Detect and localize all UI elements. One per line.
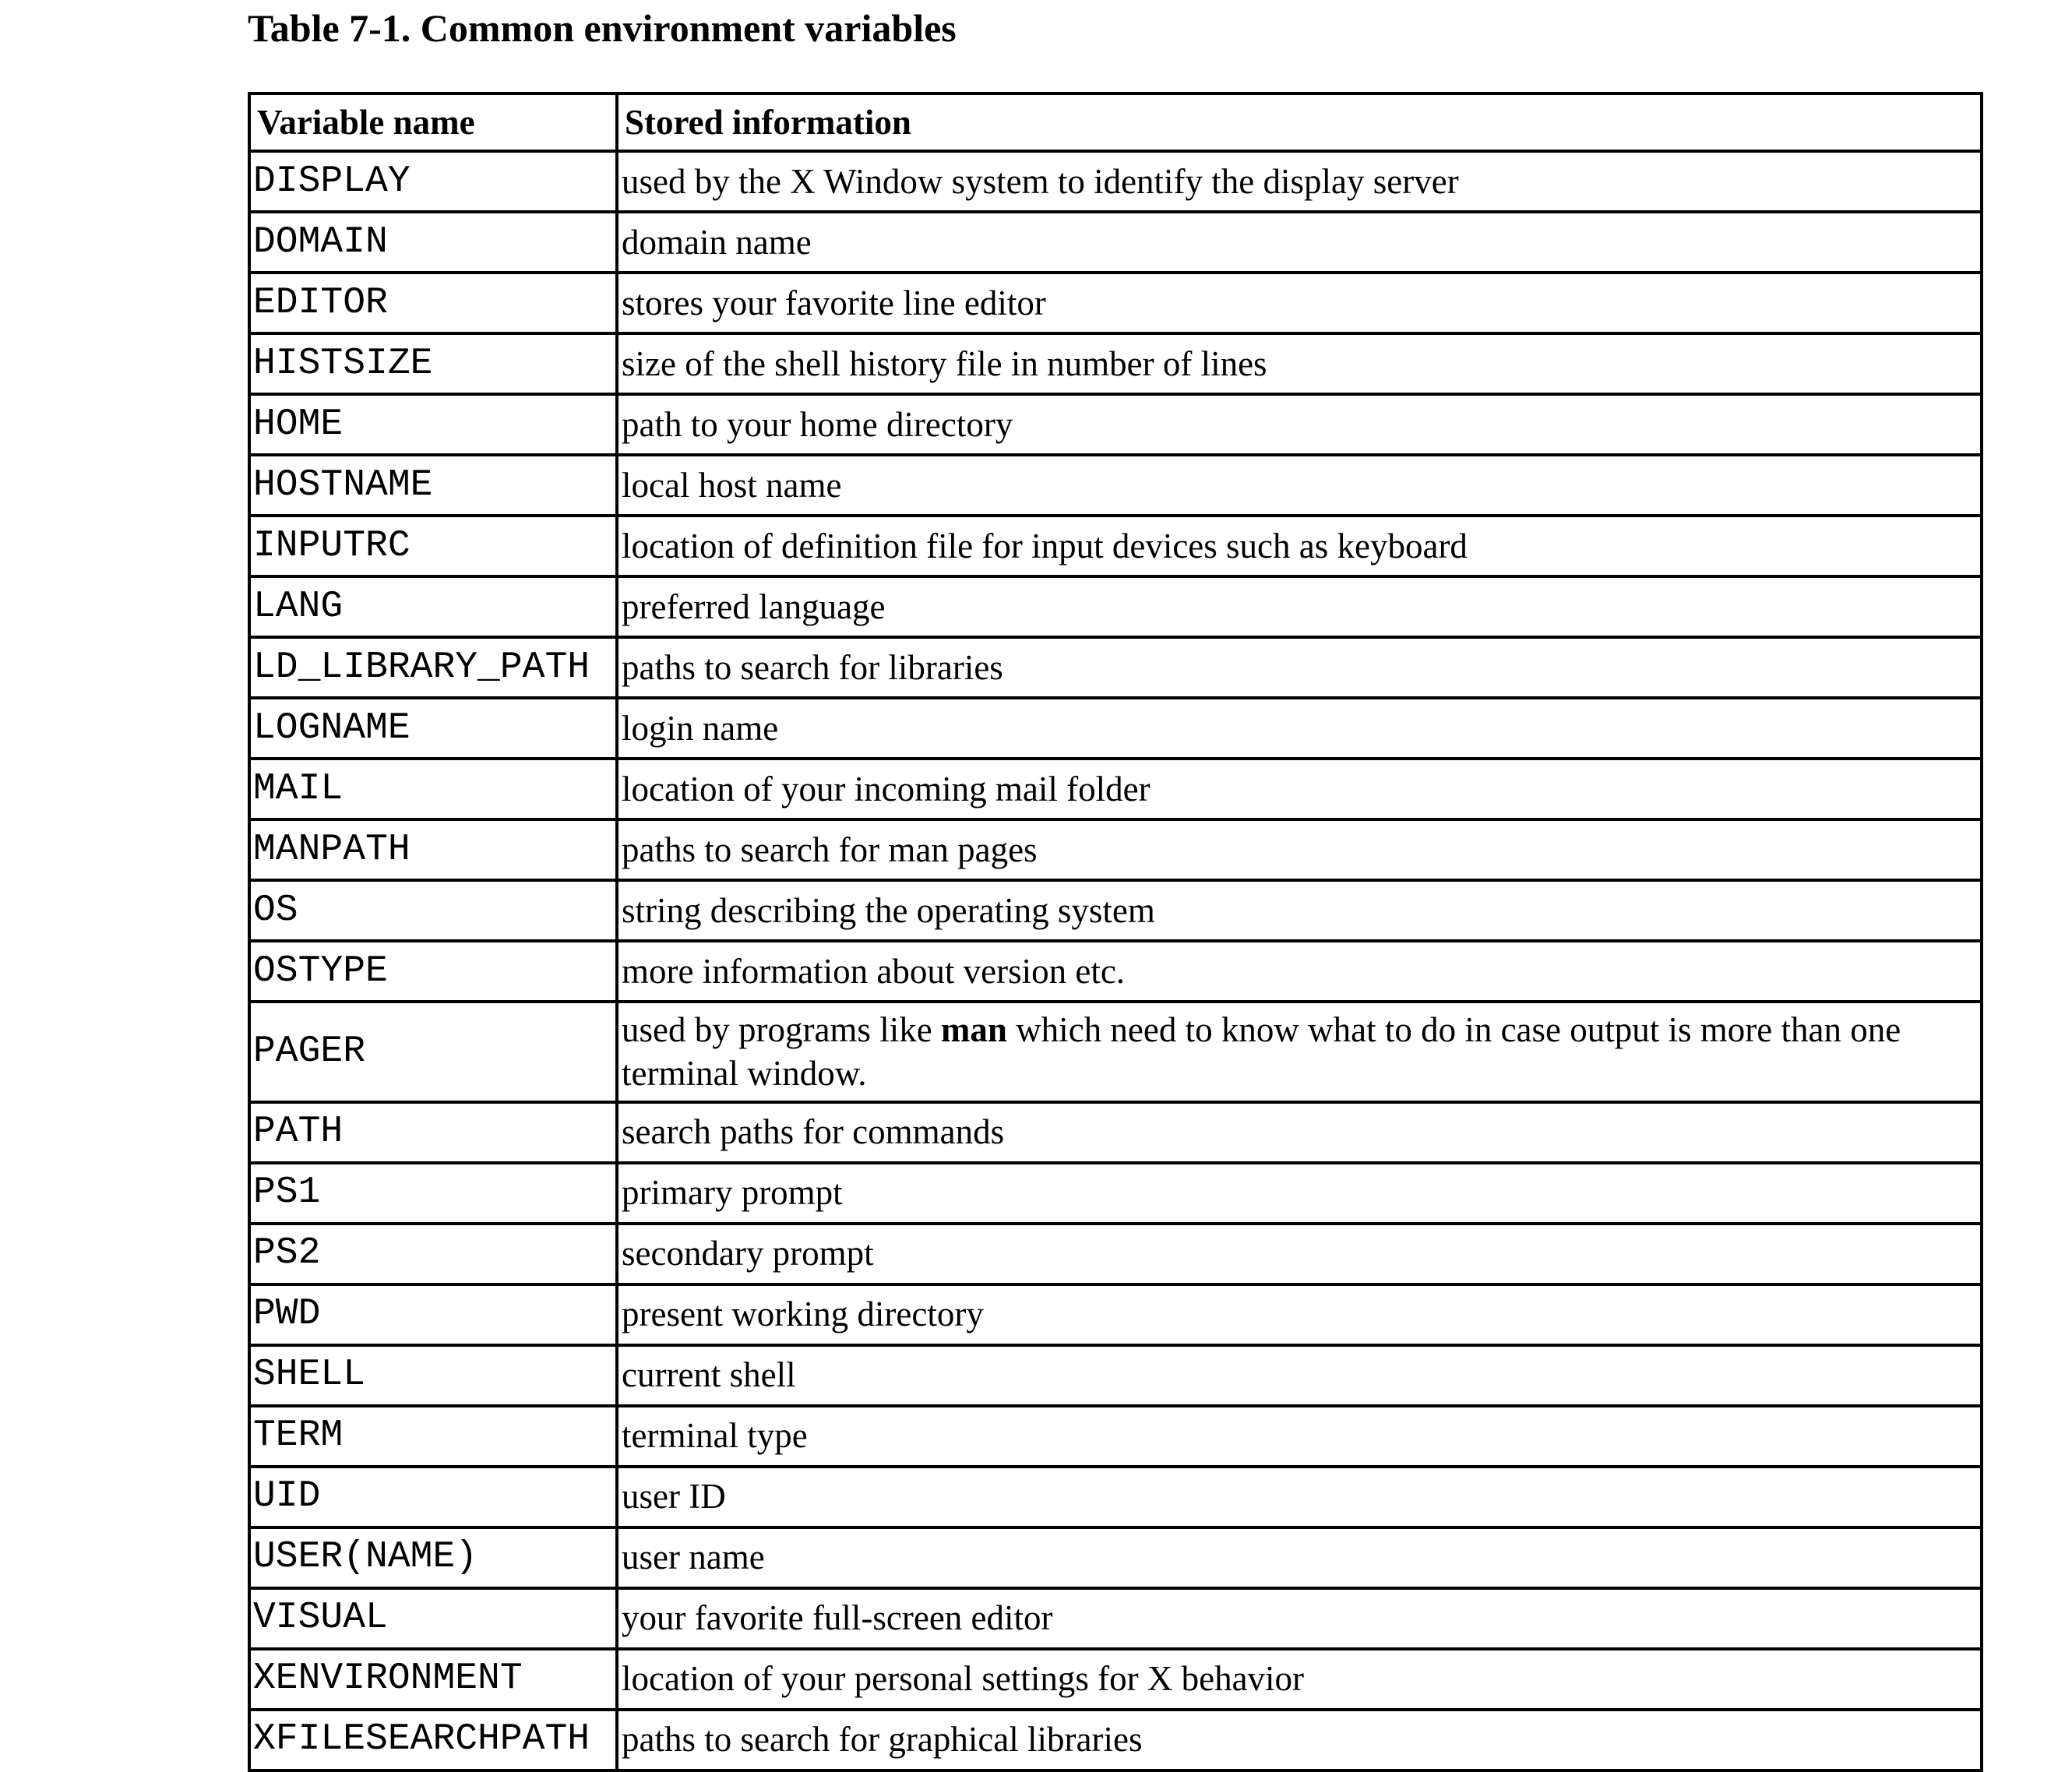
environment-variables-table (248, 92, 1983, 1772)
table-row (249, 1002, 1982, 1102)
stored-information-cell: secondary prompt (617, 1224, 1982, 1284)
table-row (249, 151, 1982, 212)
stored-information-cell: location of definition file for input devices such as keyboard (617, 516, 1982, 576)
stored-information-cell: more information about version etc. (617, 941, 1982, 1002)
variable-name-cell: MAIL (249, 759, 617, 819)
table-row (249, 637, 1982, 698)
stored-information-cell: search paths for commands (617, 1102, 1982, 1163)
table-row (249, 1467, 1982, 1527)
table-row (249, 273, 1982, 333)
variable-name-cell: MANPATH (249, 819, 617, 880)
variable-name-cell: INPUTRC (249, 516, 617, 576)
stored-information-cell: stores your favorite line editor (617, 273, 1982, 333)
table-row (249, 1406, 1982, 1467)
variable-name-cell: PS1 (249, 1163, 617, 1224)
variable-name-cell: DOMAIN (249, 212, 617, 273)
table-row (249, 333, 1982, 394)
variable-name-cell: PATH (249, 1102, 617, 1163)
variable-name-cell: HISTSIZE (249, 333, 617, 394)
table-row (249, 759, 1982, 819)
stored-information-cell: domain name (617, 212, 1982, 273)
column-header-variable-name: Variable name (249, 93, 617, 151)
stored-information-cell: local host name (617, 455, 1982, 516)
variable-name-cell: PAGER (249, 1002, 617, 1102)
variable-name-cell: PS2 (249, 1224, 617, 1284)
variable-name-cell: OS (249, 880, 617, 941)
variable-name-cell: VISUAL (249, 1588, 617, 1649)
column-header-stored-information: Stored information (617, 93, 1982, 151)
stored-information-cell: location of your incoming mail folder (617, 759, 1982, 819)
variable-name-cell: PWD (249, 1284, 617, 1345)
stored-information-cell: paths to search for libraries (617, 637, 1982, 698)
table-row (249, 698, 1982, 759)
table-header-row (249, 93, 1982, 151)
stored-information-cell: terminal type (617, 1406, 1982, 1467)
stored-information-cell: user name (617, 1527, 1982, 1588)
table-row (249, 576, 1982, 637)
variable-name-cell: DISPLAY (249, 151, 617, 212)
stored-information-cell: user ID (617, 1467, 1982, 1527)
stored-information-cell: used by programs like man which need to know what to do in case output is more than one terminal window. (617, 1002, 1982, 1102)
table-row (249, 941, 1982, 1002)
table-row (249, 1284, 1982, 1345)
table-row (249, 1345, 1982, 1406)
variable-name-cell: UID (249, 1467, 617, 1527)
table-row (249, 516, 1982, 576)
variable-name-cell: OSTYPE (249, 941, 617, 1002)
table-row (249, 1163, 1982, 1224)
table-row (249, 1710, 1982, 1770)
table-row (249, 1224, 1982, 1284)
stored-information-cell: current shell (617, 1345, 1982, 1406)
table-row (249, 819, 1982, 880)
stored-information-cell: used by the X Window system to identify the display server (617, 151, 1982, 212)
table-row (249, 1588, 1982, 1649)
stored-information-cell: paths to search for graphical libraries (617, 1710, 1982, 1770)
table-row (249, 394, 1982, 455)
table-body (249, 151, 1982, 1770)
variable-name-cell: USER(NAME) (249, 1527, 617, 1588)
variable-name-cell: LANG (249, 576, 617, 637)
table-row (249, 212, 1982, 273)
stored-information-cell: primary prompt (617, 1163, 1982, 1224)
document-page (248, 0, 1986, 1772)
variable-name-cell: XFILESEARCHPATH (249, 1710, 617, 1770)
stored-information-cell: preferred language (617, 576, 1982, 637)
table-row (249, 455, 1982, 516)
variable-name-cell: EDITOR (249, 273, 617, 333)
stored-information-cell: location of your personal settings for X behavior (617, 1649, 1982, 1710)
table-row (249, 880, 1982, 941)
stored-information-cell: login name (617, 698, 1982, 759)
stored-information-cell: path to your home directory (617, 394, 1982, 455)
table-row (249, 1527, 1982, 1588)
stored-information-cell: your favorite full-screen editor (617, 1588, 1982, 1649)
table-row (249, 1649, 1982, 1710)
variable-name-cell: LOGNAME (249, 698, 617, 759)
variable-name-cell: HOME (249, 394, 617, 455)
variable-name-cell: HOSTNAME (249, 455, 617, 516)
table-row (249, 1102, 1982, 1163)
stored-information-cell: string describing the operating system (617, 880, 1982, 941)
variable-name-cell: LD_LIBRARY_PATH (249, 637, 617, 698)
stored-information-cell: paths to search for man pages (617, 819, 1982, 880)
stored-information-cell: size of the shell history file in number of lines (617, 333, 1982, 394)
variable-name-cell: SHELL (249, 1345, 617, 1406)
variable-name-cell: XENVIRONMENT (249, 1649, 617, 1710)
stored-information-cell: present working directory (617, 1284, 1982, 1345)
variable-name-cell: TERM (249, 1406, 617, 1467)
table-caption: Table 7-1. Common environment variables (248, 6, 957, 50)
